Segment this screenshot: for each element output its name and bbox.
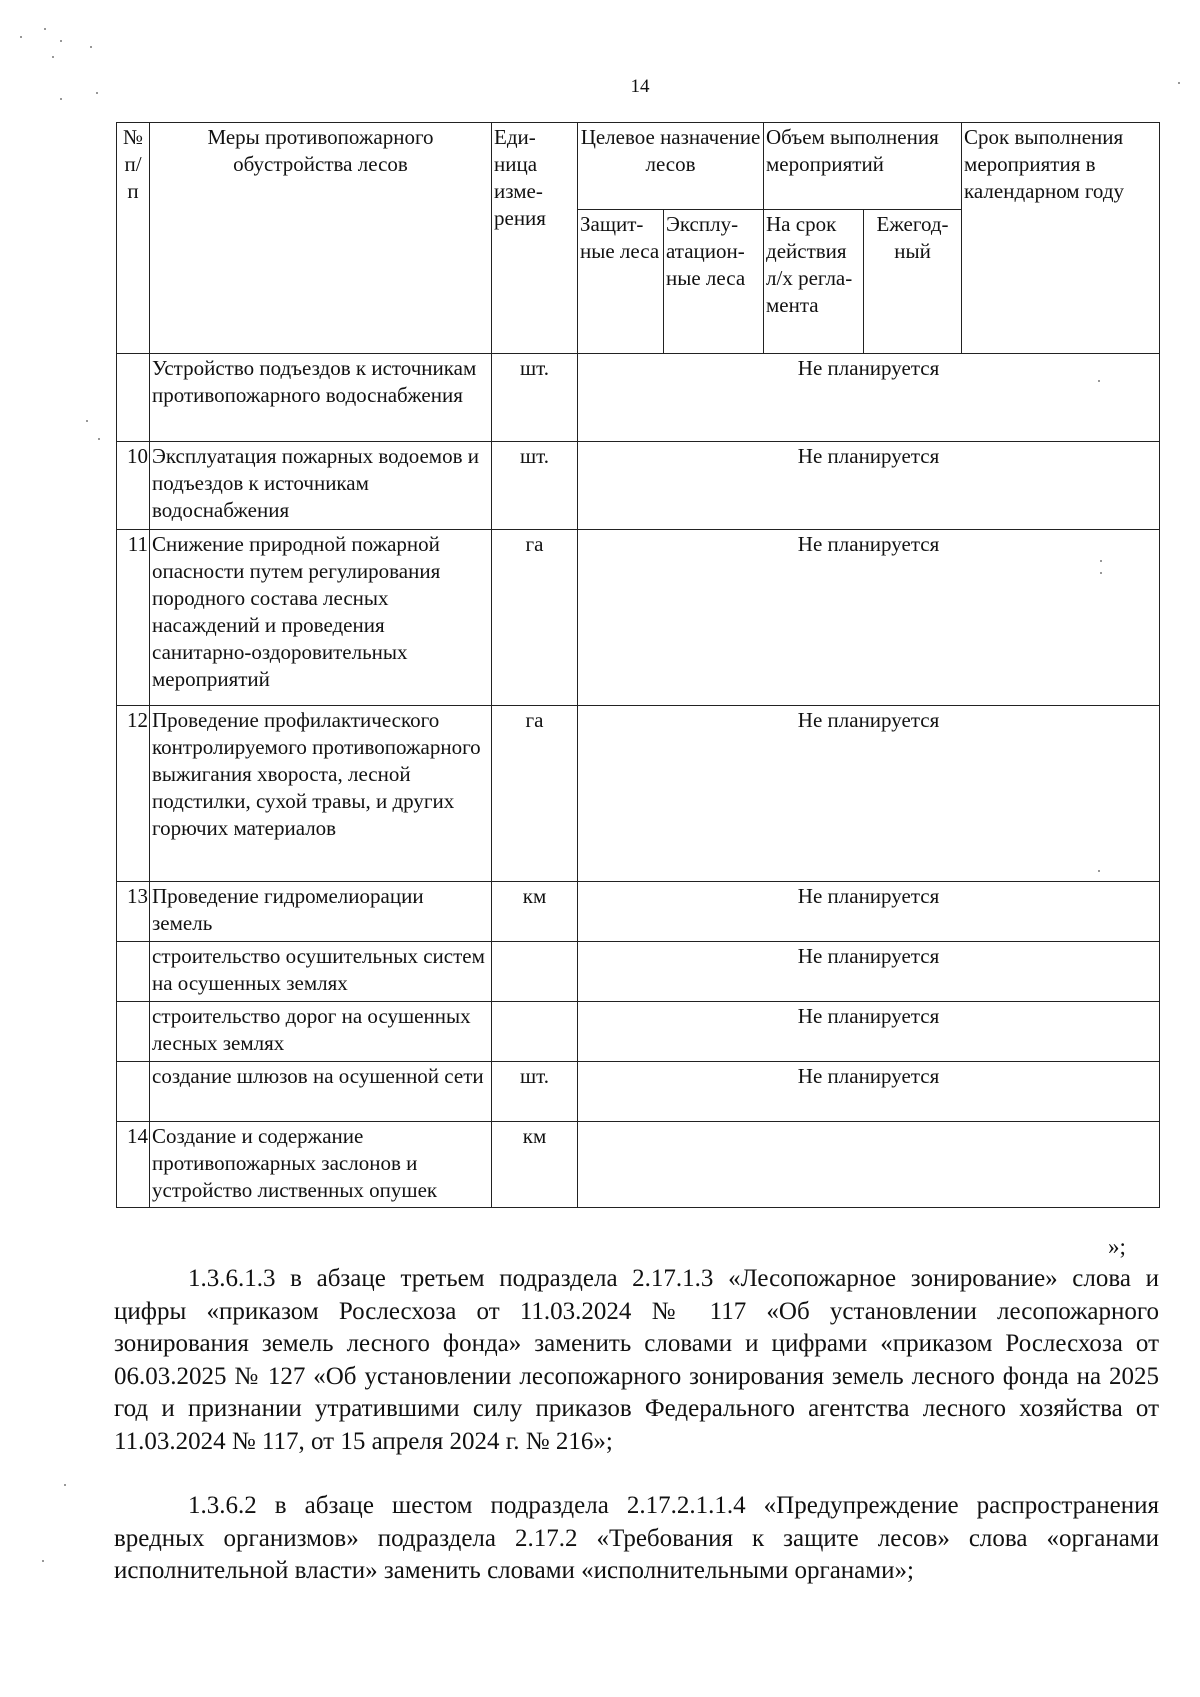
header-deadline: Срок выполнения мероприятия в календарном году [962, 123, 1160, 354]
row-status [578, 1122, 1160, 1208]
header-term: На срок действия л/х регла-мента [764, 210, 864, 354]
page-number: 14 [630, 76, 650, 97]
fire-measures-table [116, 122, 1160, 1208]
row-unit: га [492, 706, 578, 882]
row-num [117, 1002, 150, 1062]
row-status: Не планируется [578, 706, 1160, 882]
table-row [117, 1062, 1160, 1122]
table-row [117, 530, 1160, 706]
row-measure: строительство дорог на осушенных лесных землях [150, 1002, 492, 1062]
row-measure: Устройство подъездов к источникам противопожарного водоснабжения [150, 354, 492, 442]
row-num: 11 [117, 530, 150, 706]
table-row [117, 354, 1160, 442]
table-row [117, 942, 1160, 1002]
header-measure: Меры противопожарного обустройства лесов [150, 123, 492, 354]
row-unit [492, 942, 578, 1002]
row-unit: шт. [492, 354, 578, 442]
row-measure: Проведение гидромелиорации земель [150, 882, 492, 942]
row-status: Не планируется [578, 1062, 1160, 1122]
row-num: 10 [117, 442, 150, 530]
row-status: Не планируется [578, 882, 1160, 942]
row-measure: строительство осушительных систем на осушенных землях [150, 942, 492, 1002]
header-volume: Объем выполнения мероприятий [764, 123, 962, 210]
row-status: Не планируется [578, 1002, 1160, 1062]
row-num [117, 1062, 150, 1122]
header-exploitation: Эксплу-атацион-ные леса [664, 210, 764, 354]
table-row [117, 882, 1160, 942]
table-row [117, 1122, 1160, 1208]
amendment-paragraph: 1.3.6.2 в абзаце шестом подраздела 2.17.2.1.1.4 «Предупреждение распространения вредных организмов» подраздела 2.17.2 «Требования к защите лесов» слова «органами исполнительной власти» заменить словами «исполнительными органами»; [114, 1492, 1159, 1584]
header-annual: Ежегод-ный [864, 210, 962, 354]
row-num [117, 942, 150, 1002]
row-measure: Проведение профилактического контролируемого противопожарного выжигания хвороста, лесной подстилки, сухой травы, и других горючих материалов [150, 706, 492, 882]
table-row [117, 1002, 1160, 1062]
header-purpose: Целевое назначение лесов [578, 123, 764, 210]
row-status: Не планируется [578, 354, 1160, 442]
row-status: Не планируется [578, 442, 1160, 530]
table-header-row [117, 123, 1160, 210]
row-unit: км [492, 882, 578, 942]
row-unit: км [492, 1122, 578, 1208]
amendment-paragraph: 1.3.6.1.3 в абзаце третьем подраздела 2.17.1.3 «Лесопожарное зонирование» слова и цифры «приказом Рослесхоза от 11.03.2024 № 117 «Об установлении лесопожарного зонирования земель лесного фонда» заменить словами и цифрами «приказом Рослесхоза от 06.03.2025 № 127 «Об установлении лесопожарного зонирования земель лесного фонда на 2025 год и признании утратившими силу приказов Федерального агентства лесного хозяйства от 11.03.2024 № 117, от 15 апреля 2024 г. № 216»; [114, 1265, 1159, 1455]
row-measure: Снижение природной пожарной опасности путем регулирования породного состава лесных насаждений и проведения санитарно-оздоровительных мероприятий [150, 530, 492, 706]
header-protective: Защит-ные леса [578, 210, 664, 354]
row-num: 13 [117, 882, 150, 942]
row-num [117, 354, 150, 442]
row-status: Не планируется [578, 530, 1160, 706]
row-unit: шт. [492, 1062, 578, 1122]
row-num: 12 [117, 706, 150, 882]
row-num: 14 [117, 1122, 150, 1208]
row-status: Не планируется [578, 942, 1160, 1002]
row-unit: га [492, 530, 578, 706]
header-unit: Еди-ница изме-рения [492, 123, 578, 354]
row-unit [492, 1002, 578, 1062]
closing-quote: »; [1108, 1234, 1126, 1259]
table-row [117, 706, 1160, 882]
row-measure: Эксплуатация пожарных водоемов и подъездов к источникам водоснабжения [150, 442, 492, 530]
table-row [117, 442, 1160, 530]
row-unit: шт. [492, 442, 578, 530]
row-measure: Создание и содержание противопожарных заслонов и устройство лиственных опушек [150, 1122, 492, 1208]
row-measure: создание шлюзов на осушенной сети [150, 1062, 492, 1122]
header-num: № п/п [117, 123, 150, 354]
